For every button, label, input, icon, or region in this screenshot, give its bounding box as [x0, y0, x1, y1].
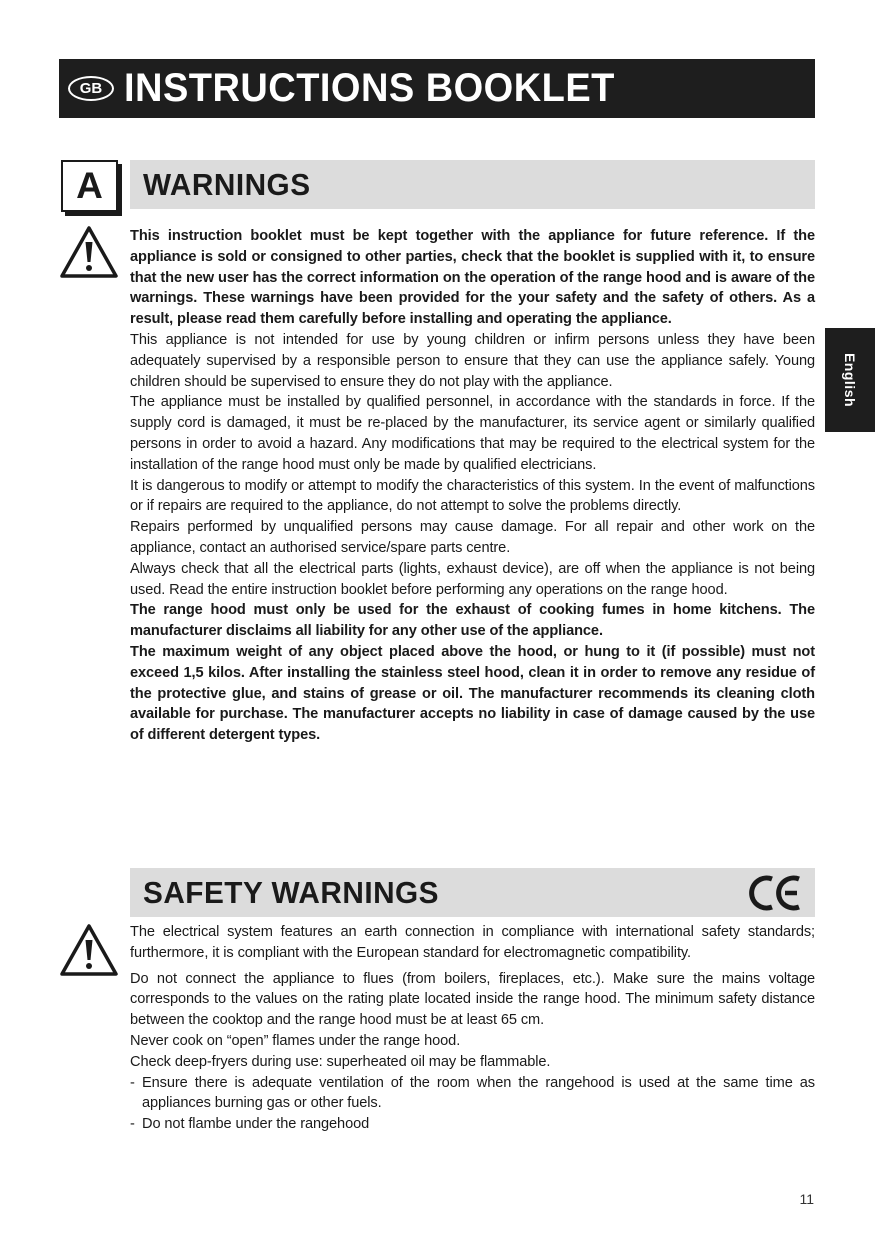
- warnings-text: [130, 226, 815, 746]
- safety-paragraph: The electrical system features an earth connection in compliance with international safety standards; furthermore, it is compliant with the European standard for electromagnetic compatibility.: [130, 924, 815, 961]
- booklet-title-bar: [59, 59, 815, 118]
- warnings-paragraph: Always check that all the electrical parts (lights, exhaust device), are off when the appliance is not being used. Read the entire instruction booklet before performing any operations on the range hood.: [130, 560, 815, 598]
- warnings-paragraph: Repairs performed by unqualified persons may cause damage. For all repair and other work on the appliance, contact an authorised service/spare parts centre.: [130, 519, 815, 556]
- safety-warnings-header: [130, 868, 815, 917]
- warnings-paragraph: The appliance must be installed by qualified personnel, in accordance with the standards in force. If the supply cord is damaged, it must be re-placed by the manufacturer, its service agent or similarly qualified persons in order to avoid a hazard. Any modifications that may be required to the electrical system for the installation of the range hood must only be made by qualified electricians.: [130, 394, 815, 473]
- warnings-paragraph: The maximum weight of any object placed above the hood, or hung to it (if possible) must not exceed 1,5 kilos. After installing the stainless steel hood, clean it in order to remove any residue of the protective glue, and stains of grease or oil. The manufacturer recommends its cleaning cloth available for purchase. The manufacturer accepts no liability in case of damage caused by the use of different detergent types.: [130, 643, 815, 744]
- dash-item-text: Ensure there is adequate ventilation of the room when the rangehood is used at the same time as appliances burning gas or other fuels.: [142, 1074, 815, 1112]
- safety-warnings-title: SAFETY WARNINGS: [143, 874, 440, 910]
- warning-triangle-icon: [58, 922, 120, 978]
- warnings-paragraph: The range hood must only be used for the exhaust of cooking fumes in home kitchens. The manufacturer disclaims all liability for any other use of the appliance.: [130, 602, 815, 640]
- warnings-header: [130, 160, 815, 209]
- section-letter: A: [61, 160, 118, 212]
- safety-paragraph: Check deep-fryers during use: superheated oil may be flammable.: [130, 1053, 551, 1070]
- safety-paragraph: Never cook on “open” flames under the range hood.: [130, 1032, 461, 1049]
- warning-triangle-icon: [58, 224, 120, 280]
- warnings-paragraph: This appliance is not intended for use by young children or infirm persons unless they have been adequately supervised by a responsible person to ensure that they can use the appliance safely. Young children should be supervised to ensure they do not play with the appliance.: [130, 331, 815, 390]
- safety-text: [130, 922, 815, 1135]
- page-number: 11: [799, 1191, 814, 1207]
- warnings-title: WARNINGS: [143, 166, 311, 202]
- safety-paragraph: Do not connect the appliance to flues (from boilers, fireplaces, etc.). Make sure the mains voltage corresponds to the values on the rating plate located inside the range hood. The minimum safety distance between the cooktop and the range hood must be at least 65 cm.: [130, 970, 815, 1029]
- warnings-paragraph: This instruction booklet must be kept together with the appliance for future reference. If the appliance is sold or consigned to other parties, check that the booklet is supplied with it, to ensure that the new user has the correct information on the operation of the range hood and is aware of the warnings. These warnings have been provided for the your safety and the safety of others. As a result, please read them carefully before installing and operating the appliance.: [130, 228, 815, 328]
- language-tab-label: English: [842, 352, 858, 408]
- dash-item-text: Do not flambe under the rangehood: [142, 1116, 370, 1133]
- dash-list-item: [130, 1073, 815, 1115]
- dash-bullet: -: [130, 1116, 135, 1133]
- dash-list-item: [130, 1114, 815, 1135]
- language-badge: GB: [68, 76, 114, 101]
- language-tab: [825, 328, 875, 432]
- dash-bullet: -: [130, 1074, 135, 1091]
- ce-mark-icon: [747, 871, 805, 915]
- warnings-paragraph: It is dangerous to modify or attempt to modify the characteristics of this system. In the event of malfunctions or if repairs are required to the appliance, do not attempt to solve the problems directly.: [130, 477, 815, 515]
- page-title: INSTRUCTIONS BOOKLET: [124, 66, 615, 110]
